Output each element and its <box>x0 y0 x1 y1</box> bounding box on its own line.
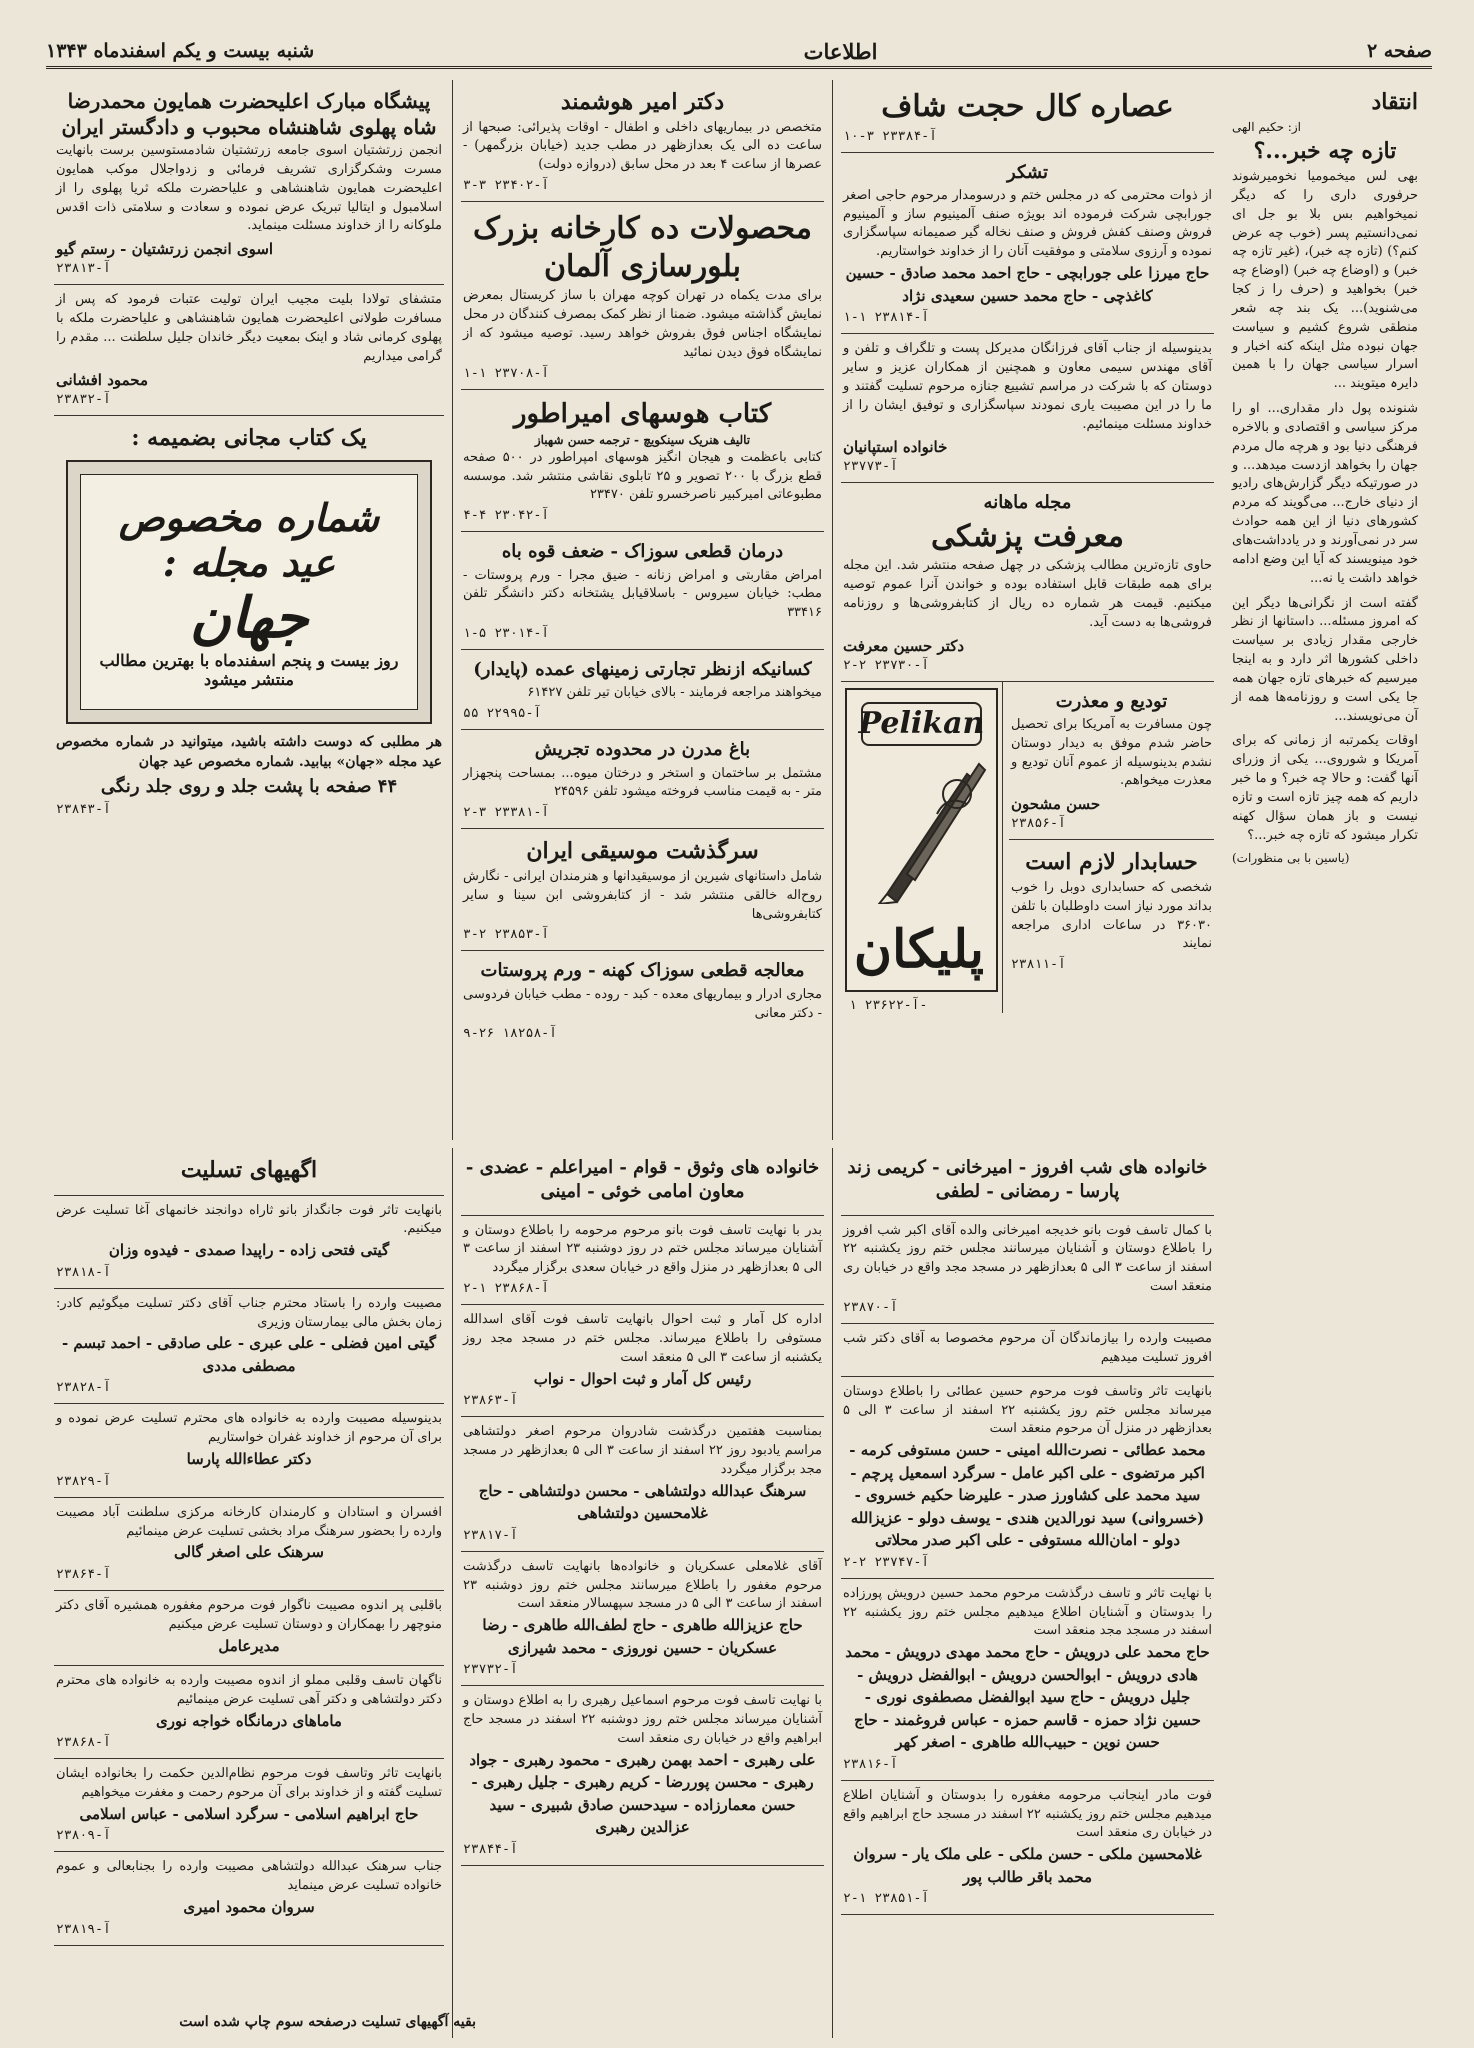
criticism-column <box>1222 80 1428 2038</box>
music-code: آ-۲۳۸۵۳ ۲-۳ <box>463 927 550 943</box>
doctor-title: دکتر امیر هوشمند <box>560 89 725 115</box>
royal-congratulation-2 <box>54 285 444 415</box>
ad-extract-title: عصاره کال حجت شاف <box>881 89 1174 124</box>
notice-code: آ-۲۳۸۷۰ <box>843 1299 898 1315</box>
condolence-notice <box>841 1216 1214 1324</box>
ad-extract-code: آ-۲۳۳۸۴ ۳-۱۰ <box>843 128 937 144</box>
magazine-code: آ-۲۳۷۳۰ ۲-۲ <box>843 657 930 673</box>
land-code: آ-۲۲۹۹۵ ۵۵ <box>463 706 542 722</box>
thanks2-code: آ-۲۳۷۷۳ <box>843 459 898 475</box>
cure2-body: مجاری ادرار و بیماریهای معده - کبد - روده - مطب خیابان فردوسی - دکتر معانی <box>462 986 822 1021</box>
ads-column-2 <box>832 80 1222 1140</box>
condolence-notice <box>54 1289 444 1405</box>
glass-title: محصولات ده کارخانه بزرک بلورسازی آلمان <box>473 211 812 284</box>
condolence-notice <box>461 1686 824 1866</box>
glass-body: برای مدت یکماه در تهران کوچه مهران با ساز کریستال بمعرض نمایش گذاشته میشود. ضمنا از نظر کمک بمصرف کنندگان در محل نمایشگاه اجناس فوق بفروش خواهد رسید. توصیه میشود که از نمایشگاه فوق دیدن نمائید <box>463 288 822 360</box>
notice-code: آ-۲۳۸۶۴ <box>56 1566 111 1582</box>
criticism-body-1: بهی لس میخمومیا نخومیرشوند حرفوری داری را که دیگر نمیخواهیم بس بلا بو جل ای نمی‌دانستیم پسر (خوب چه عرض کنم؟) (تازه چه خبر)، (غیر تازه چه خبر) و (اوضاع چه خبر) (اوضاع چه خبر) بخواهید و (حرف را ز کجا می‌شنوید)... یک بند چه شعر منطقی شروع کشیم و سیاست جهان نبوده مثل اینکه کنه اخبار و اسرار سیاسی جهان را با همین دایرہ میتویند ... <box>1232 168 1418 392</box>
accountant-code: آ-۲۳۸۱۱ <box>1011 957 1066 973</box>
land-title: کسانیکه ازنظر تجارتی زمینهای عمده (پایدار) <box>473 659 812 681</box>
notice-signature: علی رهبری - احمد بهمن رهبری - محمود رهبری - جواد رهبری - محسن پوررضا - کریم رهبری - جلیل رهبری - حسن معمارزاده - سیدحسن صادق شبیری - سید عزالدین رهبری <box>469 1750 816 1837</box>
notice-signature: حاج عزیزالله طاهری - حاج لطف‌الله طاهری - رضا عسکریان - حسین نوروزی - محمد شیرازی <box>482 1616 803 1657</box>
doctor-code: آ-۲۳۴۰۲ ۳-۳ <box>463 178 550 194</box>
criticism-body-4: اوقات یکمرتبه از زمانی که برای آمریکا و شوروی... یکی از وزرای آنها گفت: و حالا چه خبر؟ و ما خبر داریم که همه چیز تازه است و تازه نیست و باز همان سؤال کهنه تکرار میشود که تازه چه خبر...؟ <box>1232 733 1418 843</box>
magazine-cover <box>80 474 418 710</box>
condolence-notice <box>54 1852 444 1945</box>
farewell-signature: حسن مشحون <box>1011 795 1101 814</box>
criticism-body-3: گفته است از نگرانی‌ها دیگر این که امروز مسئله... داستانها از نظر خارجی مقدار زیادی بر سیاست داخلی کشورها اثر دارد و به اینجا میرسیم که خبرهای تازه جهان همه جا یکی است و روزنامه‌ها همه از آن می‌نویسند... <box>1232 595 1418 724</box>
cover-line-3: جهان <box>189 585 309 652</box>
accountant-ad <box>1009 840 1214 980</box>
farewell-code: آ-۲۳۸۵۶ <box>1011 816 1066 832</box>
condolence-c-list <box>841 1216 1214 1916</box>
notice-code: آ-۲۳۸۱۷ <box>463 1527 518 1543</box>
condolence-c-title: خانواده های شب افروز - امیرخانی - کریمی زند پارسا - رمضانی - لطفی <box>847 1157 1208 1203</box>
glass-ad <box>461 202 824 389</box>
condolence-notice <box>841 1579 1214 1781</box>
notice-code: آ-۲۳۸۰۹ <box>56 1828 111 1844</box>
notice-body: ناگهان تاسف وقلبی مملو از اندوه مصیبت وارده به خانواده های محترم دکتر دولتشاهی و دکتر آهی تسلیت عرض مینمائیم <box>56 1673 442 1707</box>
condolence-notice <box>461 1417 824 1552</box>
notice-signature: حاج ابراهیم اسلامی - سرگرد اسلامی - عباس اسلامی <box>79 1804 419 1823</box>
condolence-c-header <box>841 1148 1214 1216</box>
notice-body: مصیبت وارده را باستاد محترم جناب آقای دکتر تسلیت میگوئیم کادر: زمان بخش مالی بیمارستان وزیری <box>56 1295 442 1330</box>
free-book-body: هر مطلبی که دوست داشته باشید، میتوانید در شماره مخصوص عید مجله «جهان» بیابید. شماره مخصوص عید جهان <box>56 734 442 771</box>
accountant-body: شخصی که حسابداری دوبل را خوب بداند مورد نیاز است داوطلبان با تلفن ۳۶۰۳۰ در ساعات اداری مراجعه نمایند <box>1011 879 1212 952</box>
notice-code: آ-۲۳۷۴۷ ۲-۲ <box>843 1554 930 1570</box>
cure-body: امراض مقاربتی و امراض زنانه - ضیق مجرا - ورم پروستات - مطب: خیابان سیروس - باسلاقیابل یشتخانه دکتر دانشگر تلفن ۳۳۴۱۶ <box>463 567 822 621</box>
pen-ad-wrapper <box>841 682 1002 1013</box>
music-body: شامل داستانهای شیرین از موسیقیدانها و هنرمندان ایرانی - نگارش روح‌اله خالقی منتشر شد - از کتابفروشی ابن سینا و سایر کتابفروشی‌ها <box>463 868 822 922</box>
royal-signature: اسوی انجمن زرتشتیان - رستم گیو <box>56 240 274 259</box>
cover-line-4: روز بیست و پنجم اسفندماه با بهترین مطالب منتشر میشود <box>99 651 399 690</box>
magazine-body: حاوی تازه‌ترین مطالب پزشکی در چهل صفحه منتشر شد. این مجله برای همه طبقات قابل استفاده بوده و خواندن آنرا عموم توصیه میکنیم. قیمت هر شماره ده ریال از کتابفروشی‌ها و روزنامه فروشی‌ها به دست آید. <box>843 558 1212 630</box>
notice-signature: غلامحسین ملکی - حسن ملکی - علی ملک یار - سروان محمد باقر طالب پور <box>853 1845 1202 1886</box>
notice-signature: حاج محمد علی درویش - حاج محمد مهدی درویش - محمد هادی درویش - ابوالحسن درویش - ابوالفضل درویش - جلیل درویش - حاج سید ابوالفضل مصطفوی نوری - حسین نژاد حمزه - قاسم حمزه - عباس فروغمند - حاج حسن نوین - حبیب‌الله طاهری - اصغر کهر <box>845 1643 1210 1752</box>
notice-signature: سرهنگ عبدالله دولتشاهی - محسن دولتشاهی - حاج غلامحسین دولتشاهی <box>478 1481 807 1523</box>
condolence-notice <box>841 1781 1214 1916</box>
condolence-b-title: خانواده های وثوق - قوام - امیراعلم - عضدی - معاون امامی خوئی - امینی <box>465 1157 820 1203</box>
condolence-column-b <box>452 1148 832 2038</box>
free-book-footer: ۴۴ صفحه با پشت جلد و روی جلد رنگی <box>100 775 398 797</box>
accountant-title: حسابدار لازم است <box>1025 849 1198 876</box>
book-author: تالیف هنریک سینکویچ - ترجمه حسن شهباز <box>534 433 751 447</box>
criticism-author: از: حکیم الهی <box>1232 119 1301 134</box>
condolence-b-header <box>461 1148 824 1216</box>
small-notices <box>1002 682 1214 1013</box>
thanks-body: از ذوات محترمی که در مجلس ختم و درسومدار مرحوم حاجی اصغر جورابچی شرکت فرموده اند بویژه صنف آلمینیوم ساز و آلمینیوم فروش وصنف کفش فروش و صنف نخاله گیر صمیمانه سپاسگزاری نموده و آرزوی سلامتی و موفقیت آنان را از خداوند خواستاریم. <box>843 187 1212 260</box>
page-number: صفحه ۲ <box>1366 40 1432 62</box>
notice-code: آ-۲۳۸۶۸ <box>56 1735 111 1751</box>
notice-body: با نهایت تاثر و تاسف درگذشت مرحوم محمد حسین درویش پورزاده را بدوستان و آشنایان اطلاع میدهیم مجلس ختم روز یکشنبه ۲۲ اسفند در مسجد مجد منعقد است <box>843 1585 1212 1639</box>
doctor-ad <box>461 80 824 202</box>
notice-body: افسران و استادان و کارمندان کارخانه مرکزی سلطنت آباد مصیبت وارده را بحضور سرهنگ مراد بخشی تسلیت عرض مینمائیم <box>56 1504 442 1539</box>
notice-code: آ-۲۳۸۱۹ <box>56 1921 111 1937</box>
thanks-code: آ-۲۳۸۱۴ ۱-۱ <box>843 310 930 326</box>
notice-body: بدینوسیله مصیبت وارده به خانواده های محترم تسلیت عرض نموده و برای آن مرحوم از خداوند غفران خواستاریم <box>56 1411 442 1446</box>
royal2-code: آ-۲۳۸۳۲ <box>56 391 111 407</box>
notice-signature: گیتی فتحی زاده - راپیدا صمدی - فیدوه وزان <box>108 1241 390 1260</box>
land-ad <box>461 650 824 730</box>
condolence-notice <box>54 1759 444 1852</box>
notice-signature: ماماهای درمانگاه خواجه نوری <box>156 1711 342 1730</box>
condolence-b-list <box>461 1216 824 1866</box>
condolence-notice <box>54 1404 444 1497</box>
condolence-column-a <box>46 1148 452 2008</box>
masthead <box>46 36 1432 69</box>
royal2-body: متشفای تولادا بلیت مجیب ایران تولیت عتبات فرمود که پس از مسافرت طولانی اعلیحضرت همایون شاهنشاهی و علیاحضرت ملکه با پهلوی کرمانی شاد و اینک بمعیت دیگر خاندان جلیل سلطنت ... مقدم را گرامی میداریم <box>56 292 442 364</box>
royal-code: آ-۲۳۸۱۳ <box>56 261 111 277</box>
criticism-ending: (یاسین با بی منظورات) <box>1232 850 1350 865</box>
garden-code: آ-۲۳۳۸۱ ۳-۲ <box>463 805 550 821</box>
book-title: کتاب هوسهای امیراطور <box>513 398 772 429</box>
cure-title: درمان قطعی سوزاک - ضعف قوه باه <box>501 541 784 563</box>
condolence-notice <box>841 1324 1214 1377</box>
notice-body: بانهایت تاثر فوت جانگداز بانو ثاراه دوانجند خانمهای آغا تسلیت عرض میکنیم. <box>56 1202 442 1237</box>
music-ad <box>461 829 824 951</box>
notice-code: آ-۲۳۸۴۴ <box>463 1841 518 1857</box>
condolence-notice <box>461 1552 824 1687</box>
notice-signature: دکتر عطاء‌الله پارسا <box>186 1450 312 1469</box>
notice-signature: سرهنک علی اصغر گالی <box>174 1543 324 1562</box>
condolence-notice <box>54 1498 444 1591</box>
notice-code: آ-۲۳۸۶۳ <box>463 1393 518 1409</box>
thanks-title: تشکر <box>1007 161 1048 183</box>
condolence-notice <box>54 1591 444 1666</box>
music-title: سرگذشت موسیقی ایران <box>526 838 759 865</box>
notice-code: آ-۲۳۸۱۸ <box>56 1264 111 1280</box>
free-book-title: یک کتاب مجانی بضمیمه : <box>131 424 367 451</box>
notice-signature: محمد عطائی - نصرت‌الله امینی - حسن مستوفی کرمه - اکبر مرتضوی - علی اکبر عامل - سرگرد اسمعیل پرچم - سید محمد علی کشاورز صدر - علیرضا حکیم خسروی - (خسروانی) سید نورالدین هندی - یوسف دولو - عزیزالله دولو - امان‌الله مستوفی - علی اکبر صدر محلاتی <box>849 1441 1206 1550</box>
condolence-notice <box>54 1196 444 1289</box>
thanks-notice <box>841 153 1214 335</box>
condolence-a-header <box>54 1148 444 1196</box>
magazine-kicker: مجله ماهانه <box>983 492 1072 514</box>
magazine-signature: دکتر حسین معرفت <box>843 636 965 655</box>
garden-title: باغ مدرن در محدوده تجریش <box>534 739 751 761</box>
cover-line-1: شماره مخصوص <box>118 495 380 541</box>
book-ad <box>461 390 824 533</box>
notice-code: آ-۲۳۸۲۹ <box>56 1473 111 1489</box>
notice-code: آ-۲۳۷۳۲ <box>463 1662 518 1678</box>
notice-code: آ-۲۳۸۵۱ ۱-۲ <box>843 1891 930 1907</box>
magazine-title: معرفت پزشکی <box>931 518 1124 554</box>
notice-code: آ-۲۳۸۲۸ <box>56 1380 111 1396</box>
farewell-title: تودیع و معذرت <box>1055 690 1168 712</box>
glass-code: آ-۲۳۷۰۸ ۱-۱ <box>463 365 550 381</box>
magazine-ad <box>841 483 1214 681</box>
doctor-body: متخصص در بیماریهای داخلی و اطفال - اوقات پذیرائی: صبحها از ساعت ده الی یک بعدازظهر در مطب جدید (خیابان بزرگمهر) - عصرها از ساعت ۴ بعد در محل سابق (دروازه دولت) <box>463 119 822 173</box>
criticism-title: انتقاد <box>1371 89 1418 115</box>
royal-body: انجمن زرتشتیان اسوی جامعه زرتشتیان شادمستوسین برست بانهایت مسرت وشکرگزاری تشریف فرمائی و زدواجلال موکب همایون اعلیحضرت همایون شاهنشاهی و علیاحضرت ملکه ثریا پهلوی را از اسلامبول و ایتالیا تبریک عرض نموده و سعادت و سلامتی ذات اقدس ملوکانه را از خداوند مسئلت مینماید. <box>56 143 442 234</box>
notice-body: فوت مادر اینجانب مرحومه مغفوره را بدوستان و آشنایان اطلاع میدهیم مجلس ختم روز یکشنبه ۲۲ اسفند در مسجد حاج ابراهیم واقع در خیابان ری منعقد است <box>843 1787 1212 1841</box>
ads-column-3 <box>452 80 832 1140</box>
book-code: آ-۲۳۰۴۲ ۴-۴ <box>463 508 550 524</box>
notice-body: با کمال تاسف فوت بانو خدیجه امیرخانی والده آقای اکبر شب افروز را باطلاع دوستان و آشنایان میرسانند مجلس ختم روز یکشنبه ۲۲ اسفند از ساعت ۳ الی ۵ بعدازظهر در مسجد مجد واقع در خیابان ری منعقد است <box>843 1222 1212 1295</box>
farewell-body: چون مسافرت به آمریکا برای تحصیل حاضر شدم موفق به دیدار دوستان نشدم بدینوسیله از عموم آنان تودیع و معذرت میخواهم. <box>1011 716 1212 789</box>
land-body: میخواهند مراجعه فرمایند - بالای خیابان تیر تلفن ۶۱۴۲۷ <box>527 685 822 701</box>
pelikan-logo-persian: پلیکان <box>853 918 984 980</box>
ad-extract <box>841 80 1214 153</box>
criticism-headline: تازه چه خبر...؟ <box>1253 138 1397 165</box>
condolence-column-c <box>832 1148 1222 2038</box>
criticism-body-2: شنونده پول دار مقداری... او را مرکز سیاسی و اقتصادی و بالاخره فرهنگی دنیا بود و هرچه مال مردم جهان را بخواهد ازدست میدهد... و در صورتیکه دیگر گزارش‌های رادیو از دنیای خارج... می‌گویند که مردم کشورهای دنیا از این همه حوادث سر در نمی‌آورند و در یادداشت‌های خود مینویسند که آیا این وضع ادامه خواهد داشت یا نه... <box>1232 401 1418 586</box>
magazine-cover-frame <box>66 460 432 724</box>
free-book-ad <box>54 416 444 825</box>
paper-name: اطلاعات <box>803 38 878 64</box>
royal-congratulation <box>54 80 444 285</box>
cover-line-2: عید مجله : <box>162 540 336 586</box>
garden-ad <box>461 730 824 829</box>
notice-code: آ-۲۳۸۱۶ <box>843 1756 898 1772</box>
condolence-notice <box>461 1216 824 1306</box>
notice-body: بانهایت تاثر وتاسف فوت مرحوم نظام‌الدین حکمت را بخانواده ایشان تسلیت گفته و از خداوند برای آن مرحوم رحمت و مغفرت میخواهیم <box>56 1766 442 1801</box>
thanks-notice-2 <box>841 334 1214 483</box>
notice-body: جناب سرهنک عبدالله دولتشاهی مصیبت وارده را بجنابعالی و عموم خانواده تسلیت عرض مینماید <box>56 1859 442 1894</box>
condolence-a-list <box>54 1196 444 1946</box>
condolence-a-title: اگهیهای تسلیت <box>180 1157 318 1183</box>
garden-body: مشتمل بر ساختمان و استخر و درختان میوه... بمساحت پنجهزار متر - به قیمت مناسب فروخته میشود تلفن ۲۴۵۹۶ <box>463 765 822 800</box>
footer-note: بقیه آگهیهای تسلیت درصفحه سوم چاپ شده است <box>179 2014 476 2030</box>
notice-body: با نهایت تاسف فوت مرحوم اسماعیل رهبری را به اطلاع دوستان و آشنایان میرساند مجلس ختم روز دوشنبه ۲۲ اسفند در مسجد حاج ابراهیم واقع در خیابان ری منعقد است <box>463 1693 822 1746</box>
issue-date: شنبه بیست و یکم اسفندماه ۱۳۴۳ <box>46 40 315 62</box>
notice-body: مصیبت وارده را بیازماندگان آن مرحوم مخصوصا به آقای دکتر شب افروز تسلیت میدهیم <box>843 1330 1212 1365</box>
notice-code: آ-۲۳۸۶۸ ۱-۲ <box>463 1281 550 1297</box>
notice-signature: رئیس کل آمار و ثبت احوال - نواب <box>533 1369 752 1388</box>
pen-code: آ-۲۳۶۲۲ ۱- <box>849 997 928 1013</box>
notice-body: آقای غلامعلی عسکریان و خانواده‌ها بانهایت تاسف درگذشت مرحوم مغفور را باطلاع میرسانند مجلس ختم روز دوشنبه ۲۳ اسفند از ساعت ۳ الی ۵ در مسجد سپهسالار منعقد است <box>463 1558 822 1612</box>
cure-code: آ-۲۳۰۱۴ ۵-۱ <box>463 626 550 642</box>
condolence-notice <box>841 1377 1214 1579</box>
pelikan-pen-ad <box>845 688 998 992</box>
fountain-pen-icon <box>867 754 987 904</box>
notice-body: بدر با نهایت تاسف فوت بانو مرحوم مرحومه را باطلاع دوستان و آشنایان میرساند مجلس ختم در روز دوشنبه ۲۳ اسفند از ساعت ۳ الی ۵ بعدازظهر در منزل واقع در خیابان سعدی برگزار میگردد <box>463 1222 822 1276</box>
notice-signature: سروان محمود امیری <box>183 1898 315 1917</box>
notice-body: بانهایت تاثر وتاسف فوت مرحوم حسین عطائی را باطلاع دوستان میرساند مجلس ختم روز یکشنبه ۲۲ اسفند از ساعت ۳ الی ۵ بعدازظهر در منزل آن مرحوم منعقد است <box>843 1383 1213 1437</box>
notice-body: اداره کل آمار و ثبت احوال بانهایت تاسف فوت آقای اسدالله مستوفی را باطلاع میرساند. مجلس ختم در مسجد مجد روز یکشنبه از ساعت ۳ الی ۵ منعقد است <box>463 1312 822 1365</box>
book-body: کتابی باعظمت و هیجان انگیز هوسهای امپراطور در ۵۰۰ صفحه قطع بزرگ با ۲۰۰ تصویر و ۲۵ تابلوی نقاشی منتشر شد. موسسه مطبوعاتی امیرکبیر ناصرخسرو تلفن ۲۳۴۷۰ <box>463 449 823 503</box>
condolence-notice <box>54 1666 444 1759</box>
cure2-ad <box>461 951 824 1049</box>
cure-ad <box>461 532 824 650</box>
ads-column-4 <box>46 80 452 1140</box>
condolence-notice <box>461 1305 824 1417</box>
notice-body: بمناسبت هفتمین درگذشت شادروان مرحوم اصغر دولتشاهی مراسم یادبود روز ۲۲ اسفند از ساعت ۳ الی ۵ بعدازظهر در مسجد مجد برگزار میگردد <box>463 1424 822 1477</box>
notice-signature: گیتی امین فضلی - علی عبری - علی صادقی - احمد تبسم - مصطفی مددی <box>61 1334 437 1375</box>
cure2-code: آ-۱۸۲۵۸ ۲۶-۹ <box>463 1026 557 1042</box>
cure2-title: معالجه قطعی سوزاک کهنه - ورم پروستات <box>480 960 805 982</box>
royal2-signature: محمود افشانی <box>56 370 149 389</box>
notice-body: باقلبی پر اندوه مصیبت ناگوار فوت مرحوم مغفوره همشیره آقای دکتر منوچهر را بهمکاران و دوستان تسلیت عرض میکنیم <box>56 1597 442 1632</box>
thanks-names: حاج میرزا علی جورابچی - حاج احمد محمد صادق - حسین کاغذچی - حاج محمد حسین سعیدی نژاد <box>845 264 1210 305</box>
free-book-code: آ-۲۳۸۴۳ <box>56 802 111 818</box>
thanks2-body: بدینوسیله از جناب آقای فرزانگان مدیرکل پست و تلگراف و تلفن و آقای مهندس سیمی معاون و همچنین از همکاران عزیز و سایر دوستان که با شرکت در مراسم تشییع جنازه مرحوم تسلیت گفتند و ما را در این مصیبت یاری نمودند سپاسگزاری و توفیق ایشان را از خداوند مسئلت مینمائیم. <box>843 341 1212 432</box>
royal-title: پیشگاه مبارک اعلیحضرت همایون محمدرضا شاه پهلوی شاهنشاه محبوب و دادگستر ایران <box>61 89 437 139</box>
pen-and-notices-row <box>841 682 1214 1013</box>
pelikan-logo-latin: Pelikan <box>861 702 982 746</box>
thanks2-signature: خانواده استپانیان <box>843 438 948 457</box>
farewell-notice <box>1009 682 1214 841</box>
notice-signature: مدیرعامل <box>218 1636 280 1655</box>
